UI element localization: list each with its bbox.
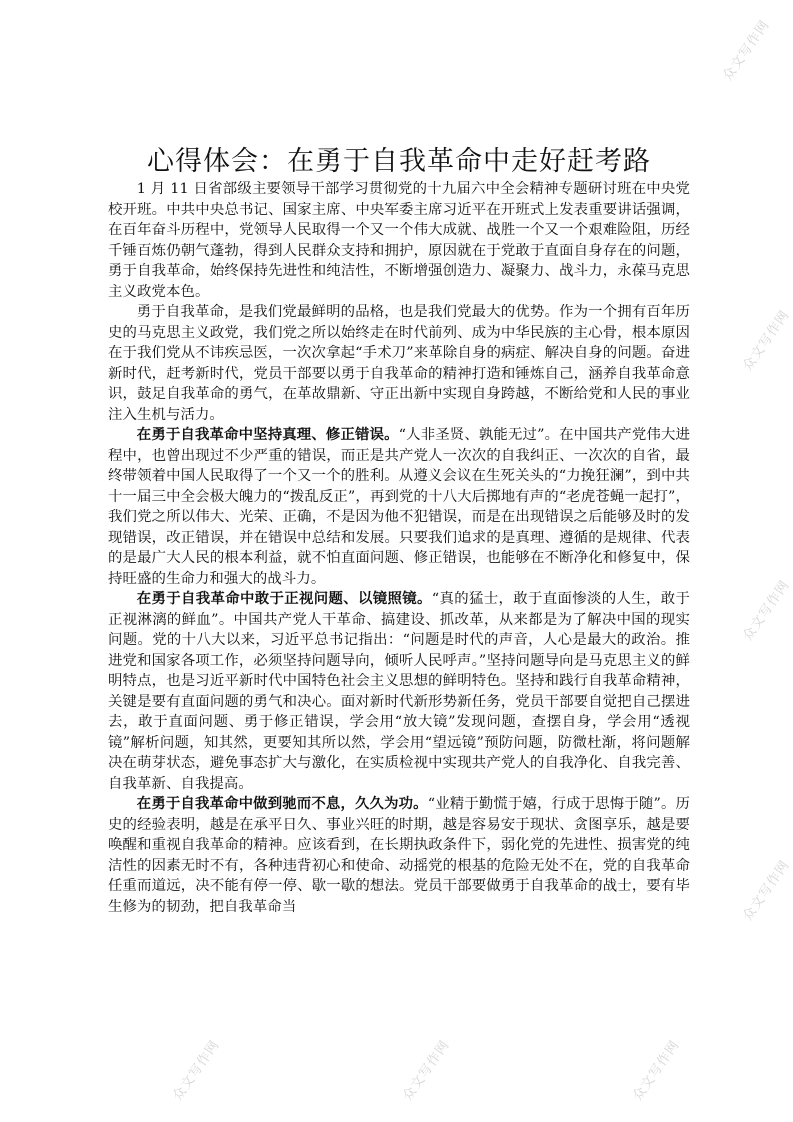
paragraph-lead: 在勇于自我革命中坚持真理、修正错误。 — [136, 426, 399, 443]
paragraph-lead: 在勇于自我革命中敢于正视问题、以镜照镜。 — [136, 590, 432, 607]
watermark: 众文写作网 — [400, 1037, 453, 1104]
document-page — [108, 146, 690, 917]
paragraph-1 — [108, 179, 690, 302]
watermark: 众文写作网 — [170, 1037, 223, 1104]
paragraph-text: “真的猛士，敢于直面惨淡的人生，敢于正视淋漓的鲜血”。中国共产党人干革命、搞建设、抓改革，从来都是为了解决中国的现实问题。党的十八大以来，习近平总书记指出：“问题是时代的声音，人心是最大的政治。推进党和国家各项工作，必须坚持问题导向，倾听人民呼声。”坚持问题导向是马克思主义的鲜明特点，也是习近平新时代中国特色社会主义思想的鲜明特色。坚持和践行自我革命精神，关键是要有直面问题的勇气和决心。面对新时代新形势新任务，党员干部要自觉把自己摆进去，敢于直面问题、勇于修正错误，学会用“放大镜”发现问题，查摆自身，学会用“透视镜”解析问题，知其然，更要知其所以然，学会用“望远镜”预防问题，防微杜渐，将问题解决在萌芽状态，避免事态扩大与激化，在实质检视中实现共产党人的自我净化、自我完善、自我革新、自我提高。 — [108, 591, 690, 792]
paragraph-lead: 在勇于自我革命中做到驰而不息，久久为功。 — [136, 795, 428, 812]
paragraph-text: 1 月 11 日省部级主要领导干部学习贯彻党的十九届六中全会精神专题研讨班在中央党校开班。中共中央总书记、国家主席、中央军委主席习近平在开班式上发表重要讲话强调，在百年奋斗历程中，党领导人民取得一个又一个伟大成就、战胜一个又一个艰难险阻，历经千锤百炼仍朝气蓬勃，得到人民群众支持和拥护，原因就在于党敢于直面自身存在的问题，勇于自我革命，始终保持先进性和纯洁性，不断增强创造力、凝聚力、战斗力，永葆马克思主义政党本色。 — [108, 181, 690, 300]
watermark: 众文写作网 — [630, 1037, 683, 1104]
watermark: 众文写作网 — [720, 17, 773, 84]
paragraph-5 — [108, 794, 690, 917]
paragraph-2 — [108, 302, 690, 425]
paragraph-text: “人非圣贤、孰能无过”。在中国共产党伟大进程中，也曾出现过不少严重的错误，而正是共产党人一次次的自我纠正、一次次的自省，最终带领着中国人民取得了一个又一个的胜利。从遵义会议在生死关头的“力挽狂澜”，到中共十一届三中全会极大魄力的“拨乱反正”，再到党的十八大后掷地有声的“老虎苍蝇一起打”，我们党之所以伟大、光荣、正确，不是因为他不犯错误，而是在出现错误之后能够及时的发现错误，改正错误，并在错误中总结和发展。只要我们追求的是真理、遵循的是规律、代表的是最广大人民的根本利益，就不怕直面问题、修正错误，也能够在不断净化和修复中，保持旺盛的生命力和强大的战斗力。 — [108, 427, 690, 587]
paragraph-text: “业精于勤慌于嬉，行成于思悔于随”。历史的经验表明，越是在承平日久、事业兴旺的时期，越是容易安于现状、贪图享乐，越是要唤醒和重视自我革命的精神。应该看到，在长期执政条件下，弱化党的先进性、损害党的纯洁性的因素无时不有，各种违背初心和使命、动摇党的根基的危险无处不在，党的自我革命任重而道远，决不能有停一停、歇一歇的想法。党员干部要做勇于自我革命的战士，要有毕生修为的韧劲，把自我革命当 — [108, 796, 690, 915]
watermark: 众文写作网 — [740, 577, 793, 644]
watermark: 众文写作网 — [740, 307, 793, 374]
paragraph-3 — [108, 425, 690, 589]
paragraph-4 — [108, 589, 690, 794]
paragraph-text: 勇于自我革命，是我们党最鲜明的品格，也是我们党最大的优势。作为一个拥有百年历史的马克思主义政党，我们党之所以始终走在时代前列、成为中华民族的主心骨，根本原因在于我们党从不讳疾忌医，一次次拿起“手术刀”来革除自身的病症、解决自身的问题。奋进新时代，赶考新时代，党员干部要以勇于自我革命的精神打造和锤炼自己，涵养自我革命意识，鼓足自我革命的勇气，在革故鼎新、守正出新中实现自身跨越，不断给党和人民的事业注入生机与活力。 — [108, 304, 690, 423]
document-title: 心得体会：在勇于自我革命中走好赶考路 — [147, 146, 651, 177]
watermark: 众文写作网 — [740, 857, 793, 924]
